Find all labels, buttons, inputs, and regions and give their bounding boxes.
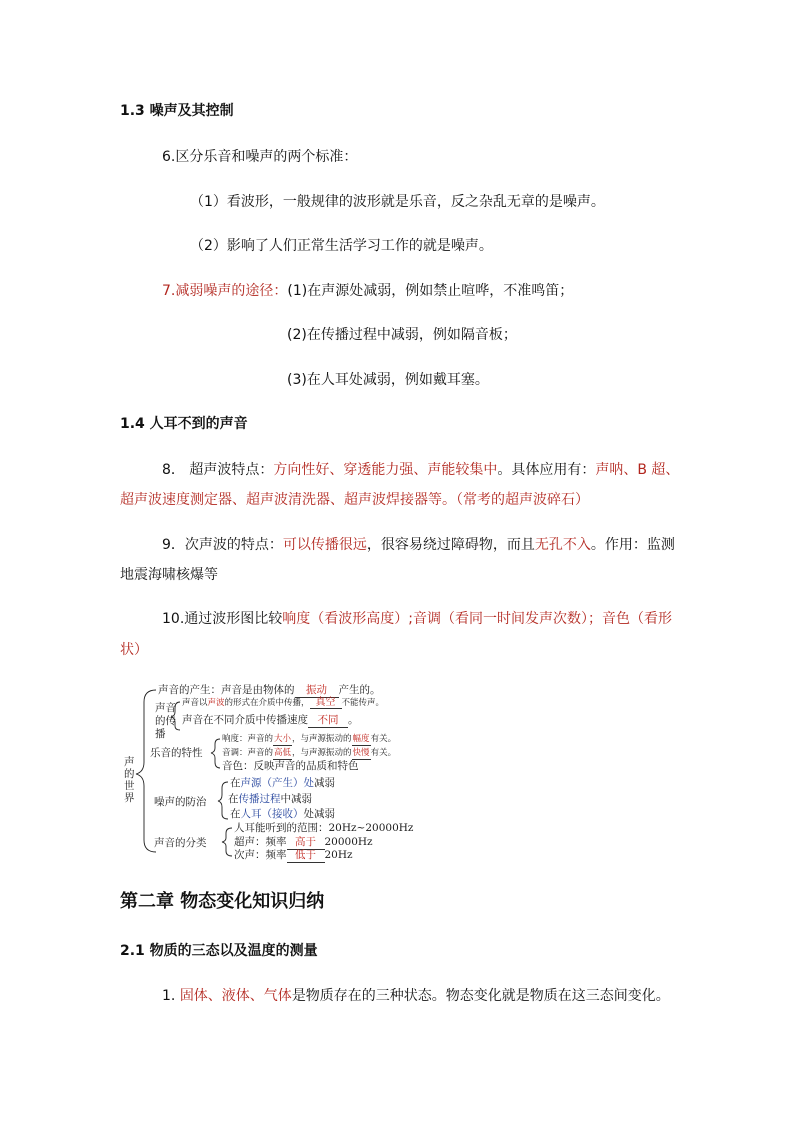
b3-1-pre: 响度：声音的	[222, 734, 274, 744]
b3-2	[222, 748, 396, 760]
b1-post: 产生的。	[338, 684, 381, 696]
mindmap-production	[158, 684, 381, 698]
b3-1-mid: ，与声源振动的	[292, 734, 352, 744]
b4-2-post: 中减弱	[280, 793, 312, 805]
b4-2-pre: 在	[228, 793, 239, 805]
b3-1-red2: 幅度	[352, 734, 370, 744]
b3-1	[222, 734, 396, 746]
ch2-item-1-post: 是物质存在的三种状态。物态变化就是物质在这三态间变化。	[291, 988, 670, 1004]
b4-1-blue: 声源（产生）处	[240, 777, 314, 789]
b3-1-red: 大小	[274, 734, 292, 744]
section-heading-1-3: 1.3 噪声及其控制	[120, 103, 234, 119]
b3-3: 音色：反映声音的品质和特色	[222, 760, 359, 772]
b5-3-pre: 次声：频率	[234, 849, 287, 861]
b5-3-post: 20Hz	[324, 849, 353, 861]
item-9-red: 可以传播很远	[282, 537, 367, 553]
b2-2-end: 。	[348, 714, 359, 726]
item-7-c: (3)在人耳处减弱，例如戴耳塞。	[287, 372, 489, 388]
item-7-b: (2)在传播过程中减弱，例如隔音板；	[287, 327, 517, 343]
item-9	[162, 535, 675, 555]
item-9-red2: 无孔不入	[534, 537, 591, 553]
b2-1-fill: 真空	[310, 697, 342, 709]
item-8-pre: 8． 超声波特点：	[162, 462, 274, 478]
ch2-item-1-pre: 1.	[162, 988, 180, 1004]
b4-1-pre: 在	[230, 777, 241, 789]
item-8-features: 方向性好、穿透能力强、声能较集中	[273, 462, 498, 478]
item-6-b: （2）影响了人们正常生活学习工作的就是噪声。	[190, 238, 493, 254]
item-10	[162, 609, 672, 629]
b3-2-red: 快慢	[352, 748, 370, 758]
item-10-pre: 10.通过波形图比较	[162, 611, 283, 627]
chapter-2-title: 第二章 物态变化知识归纳	[120, 891, 325, 912]
section-heading-1-4: 1.4 人耳不到的声音	[120, 416, 248, 432]
b2-1	[182, 697, 384, 709]
item-7	[162, 281, 573, 301]
b4-1-post: 减弱	[314, 777, 335, 789]
b3-2-end: 有关。	[370, 748, 397, 758]
b1-text: 声音的产生：声音是由物体的	[158, 684, 295, 696]
b3-1-end: 有关。	[370, 734, 397, 744]
b5-2-pre: 超声：频率	[234, 836, 287, 848]
b1-fill: 振动	[295, 684, 339, 698]
item-9-pre: 9．次声波的特点：	[162, 537, 283, 553]
item-6-a: （1）看波形，一般规律的波形就是乐音，反之杂乱无章的是噪声。	[190, 194, 605, 210]
mindmap-classification: 声音的分类	[154, 837, 207, 849]
item-8-mid: 。具体应用有：	[497, 462, 596, 478]
item-9-post: 。作用：监测	[590, 537, 675, 553]
item-9-line2: 地震海啸核爆等	[120, 567, 218, 583]
b2-2-fill: 不同	[308, 714, 348, 728]
b4-3	[230, 808, 335, 821]
b2-1-post: 的形式在介质中传播，	[224, 698, 310, 708]
b5-3	[234, 849, 353, 863]
b5-3-fill: 低于	[287, 849, 325, 863]
b2-2-text: 声音在不同介质中传播速度	[182, 714, 308, 726]
b4-2	[228, 793, 312, 806]
b5-1: 人耳能听到的范围：20Hz~20000Hz	[234, 822, 414, 834]
item-6: 6.区分乐音和噪声的两个标准：	[162, 149, 358, 165]
b4-1	[230, 777, 335, 790]
item-8-apps: 声呐、B 超、	[595, 462, 680, 478]
item-8-line2: 超声波速度测定器、超声波清洗器、超声波焊接器等。（常考的超声波碎石）	[120, 492, 589, 508]
sound-mindmap	[118, 682, 448, 862]
b2-1-end: 不能传声。	[341, 698, 385, 708]
item-10-red: 响度（看波形高度）;音调（看同一时间发声次数）；音色（看形	[282, 611, 672, 627]
b5-2	[234, 836, 373, 850]
item-8	[162, 460, 679, 480]
item-9-mid: ，很容易绕过障碍物，而且	[366, 537, 535, 553]
section-heading-2-1: 2.1 物质的三态以及温度的测量	[120, 943, 318, 959]
b2-1-red: 声波	[207, 698, 225, 708]
item-7-label: 7.减弱噪声的途径：	[162, 283, 288, 299]
b4-3-pre: 在	[230, 808, 241, 820]
b4-3-post: 处减弱	[303, 808, 335, 820]
b2-2	[182, 714, 359, 728]
b2-1-pre: 声音以	[182, 698, 208, 708]
mindmap-propagation: 声音的传播	[155, 702, 176, 740]
b5-2-fill: 高于	[287, 836, 325, 850]
mindmap-music-features: 乐音的特性	[150, 747, 203, 759]
b4-3-blue: 人耳（接收）	[240, 808, 304, 820]
b3-2-mid: ，与声源振动的	[292, 748, 352, 758]
ch2-item-1	[162, 986, 670, 1006]
ch2-item-1-red: 固体、液体、气体	[179, 988, 292, 1004]
mindmap-root: 声的世界	[124, 756, 135, 804]
b3-2-pre: 音调：声音的	[222, 748, 274, 758]
item-10-line2: 状）	[120, 642, 148, 658]
b3-2-fill: 高低	[274, 748, 292, 758]
mindmap-noise-control: 噪声的防治	[154, 796, 207, 808]
b4-2-blue: 传播过程	[238, 793, 281, 805]
item-7-a: (1)在声源处减弱，例如禁止喧哗，不准鸣笛；	[287, 283, 574, 299]
b5-2-post: 20000Hz	[324, 836, 373, 848]
